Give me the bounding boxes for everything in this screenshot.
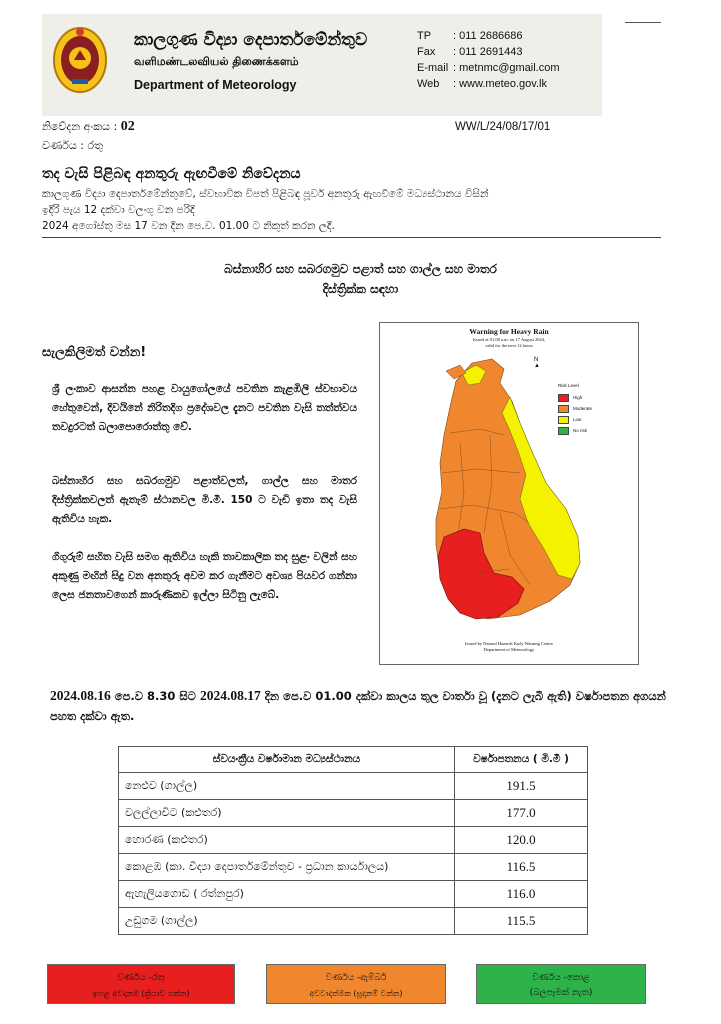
- legend-swatch: [558, 427, 569, 435]
- issue-number: 02: [120, 119, 135, 134]
- column-header-station: ස්වයංක්‍රීය වර්ෂාමාන මධ්‍යස්ථානය: [119, 747, 455, 773]
- districts-heading-line2: දිස්ත්‍රික්ක සඳහා: [322, 282, 399, 296]
- table-header-row: [119, 747, 588, 773]
- warning-map: [379, 322, 639, 665]
- level-badge-green: වර්ණය -කොළ (බලපෑමක් නැත): [476, 964, 646, 1004]
- rainfall-cell: 116.0: [455, 881, 588, 908]
- station-cell: හොරණ (කළුතර): [119, 827, 455, 854]
- station-cell: වලල්ලාවිට (කළුතර): [119, 800, 455, 827]
- legend-item: High: [558, 392, 618, 403]
- header-rule: [625, 22, 661, 23]
- caution-heading: සැලකිලිමත් වන්න!: [42, 345, 147, 360]
- districts-heading-line1: බස්නාහිර සහ සබරගමුව පළාත් සහ ගාල්ල සහ මාතර: [224, 262, 497, 276]
- org-name-tamil: வளிமண்டலவியல் திணைக்களம்: [134, 55, 299, 68]
- legend-swatch: [558, 416, 569, 424]
- issue-number-line: නිවේදන අංකය : 02: [42, 119, 135, 134]
- contact-block: [417, 30, 560, 94]
- table-row: [119, 908, 588, 935]
- org-name-sinhala: කාලගුණ විද්‍යා දෙපාර්තමේන්තුව: [134, 30, 368, 50]
- legend-item: Low: [558, 414, 618, 425]
- website-link[interactable]: : www.meteo.gov.lk: [453, 78, 547, 90]
- rainfall-cell: 191.5: [455, 773, 588, 800]
- table-row: [119, 800, 588, 827]
- table-row: [119, 854, 588, 881]
- map-title: Warning for Heavy Rain: [469, 327, 549, 336]
- notice-intro: කාලගුණ විද්‍යා දෙපාර්තමේන්තුවේ, ස්වභාවික විපත් පිළිබඳ පූර්ව අනතුරු ඇඟවීමේ මධ්‍යස්ථානය විසින් ඉදිරි පැය 12 දක්වා වලංගු වන පරිදි 2024 අගෝස්තු මස 17 වන දින පෙ.ව. 01.00 ට නිකුත් කරන ලදී.: [42, 188, 489, 232]
- rainfall-cell: 116.5: [455, 854, 588, 881]
- legend-item: No risk: [558, 425, 618, 436]
- map-legend: [558, 383, 618, 436]
- legend-item: Moderate: [558, 403, 618, 414]
- table-row: [119, 881, 588, 908]
- contact-row: E-mail : metnmc@gmail.com: [417, 62, 560, 74]
- rainfall-cell: 177.0: [455, 800, 588, 827]
- rainfall-cell: 120.0: [455, 827, 588, 854]
- station-cell: උඩුගම (ගාල්ල): [119, 908, 455, 935]
- map-subtitle: Issued at 01.00 a.m. on 17 August 2024, valid for the next 12 hours: [472, 337, 546, 348]
- table-row: [119, 827, 588, 854]
- station-cell: ඇහැලියගොඩ ( රත්නපුර): [119, 881, 455, 908]
- contact-row: TP : 011 2686686: [417, 30, 523, 42]
- contact-row: Web : www.meteo.gov.lk: [417, 78, 547, 90]
- paragraph: ශ්‍රී ලංකාව ආසන්න පහළ වායුගෝලයේ පවතින කැළඹිලි ස්වභාවය හේතුවෙන්, දිවයිනේ නිරිතදිග ප්‍රදේශවල දැනට පවතින වැසි තත්ත්වය තවදුරටත් බලාපොරොත්තු වේ.: [52, 383, 361, 433]
- national-emblem-icon: [52, 24, 108, 94]
- sri-lanka-map: [380, 323, 638, 664]
- legend-swatch: [558, 405, 569, 413]
- level-badge-amber: වර්ණය -ඇම්බර් අවවාදාත්මක (සූදානම් වන්න): [266, 964, 446, 1004]
- station-cell: නෙළුව (ගාල්ල): [119, 773, 455, 800]
- rainfall-cell: 115.5: [455, 908, 588, 935]
- level-value: රතු: [87, 139, 104, 152]
- level-line: වර්ණය : රතු: [42, 139, 104, 152]
- rainfall-table: [118, 746, 588, 935]
- divider: [42, 237, 661, 238]
- paragraph: බස්නාහිර සහ සබරගමුව පළාත්වලත්, ගාල්ල සහ මාතර දිස්ත්‍රික්කවලත් ඇතැම් ස්ථානවල මි.මී. 150 ට වැඩි ඉතා තද වැසි ඇතිවිය හැක.: [52, 475, 361, 525]
- contact-row: Fax : 011 2691443: [417, 46, 523, 58]
- map-footer: Issued by Natural Hazards Early Warning Centre Department of Meteorology: [464, 641, 554, 652]
- north-arrow-icon: N ▲: [534, 357, 540, 369]
- notice-title: තද වැසි පිළිබඳ අනතුරු ඇඟවීමේ නිවේදනය: [42, 166, 301, 182]
- legend-swatch: [558, 394, 569, 402]
- paragraph: ගිගුරුම් සහිත වැසි සමග ඇතිවිය හැකි තාවකාලික තද සුළං වලින් සහ අකුණු මඟින් සිදු වන අනතුරු අවම කර ගැනීමට අවශ්‍ය පියවර ගන්නා ලෙස ජනතාවගෙන් කාරුණිකව ඉල්ලා සිටිනු ලැබේ.: [52, 551, 361, 601]
- reporting-period: 2024.08.16 පෙ.ව 8.30 සිට 2024.08.17 දින පෙ.ව 01.00 දක්වා කාලය තුල වාර්තා වූ (දැනට ලැබී ඇති) වර්ෂාපතන අගයන් පහත දක්වා ඇත.: [50, 688, 666, 723]
- column-header-rainfall: වර්ෂාපතනය ( මි.මී ): [455, 747, 588, 773]
- table-row: [119, 773, 588, 800]
- reference-number: WW/L/24/08/17/01: [455, 121, 551, 133]
- org-name-english: Department of Meteorology: [134, 78, 297, 92]
- level-badge-red: වර්ණය -රතු ඉහළ අවදානම (ක්‍රියාව ගන්න): [47, 964, 235, 1004]
- legend-title: Risk Level: [558, 383, 579, 388]
- station-cell: කොළඹ (කා. විද්‍යා දෙපාර්තමේන්තුව - ප්‍රධාන කාර්යාලය): [119, 854, 455, 881]
- email-link[interactable]: : metnmc@gmail.com: [453, 62, 560, 74]
